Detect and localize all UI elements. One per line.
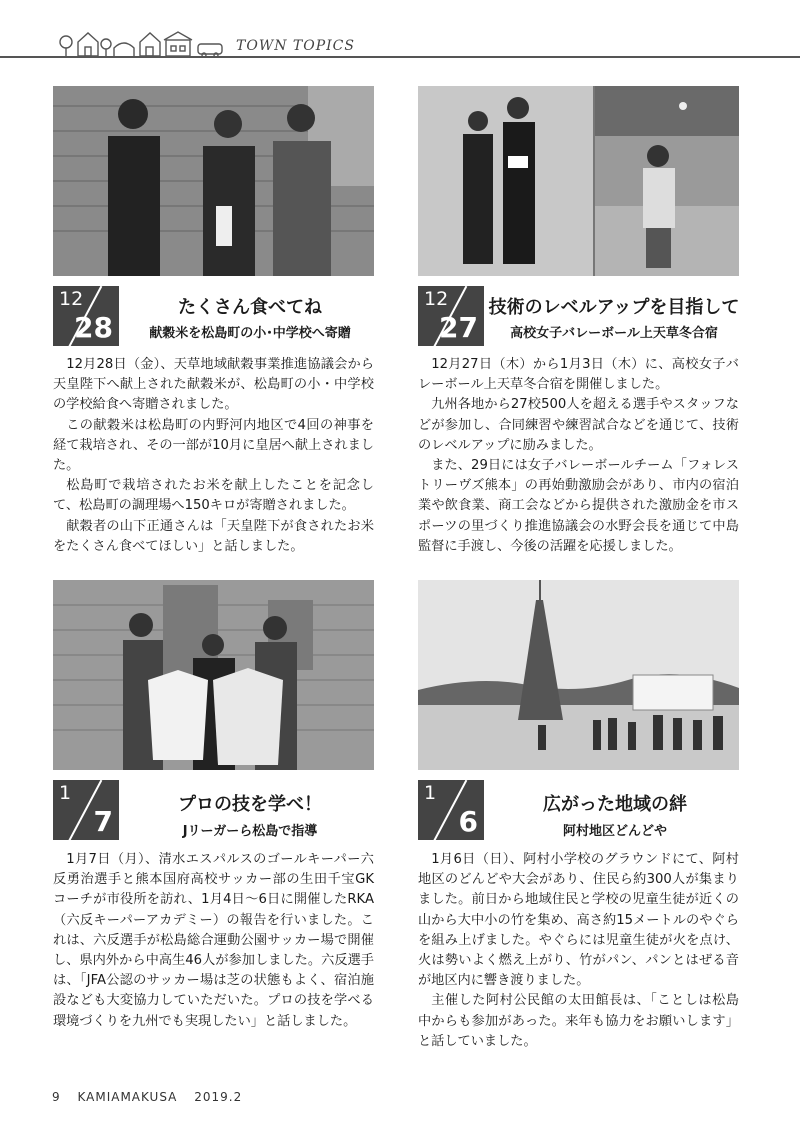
photo-rice-donation <box>53 86 374 276</box>
article-body: 12月27日（木）から1月3日（木）に、高校女子バレーボール上天草冬合宿を開催しました。 九州各地から27校500人を超える選手やスタッフなどが参加し、合同練習や練習試合などを通じて、技術のレベルアップに励みました。 また、29日には女子バレーボールチーム「フォレストリーヴズ熊本」の再始動激励会があり、市内の宿泊業や飲食業、商工会などから提供された激励金を市スポーツの里づくり推進協議会の水野会長を通じて中島監督に手渡し、今後の活躍を応援しました。 <box>418 357 739 554</box>
date-badge: 12 28 <box>53 286 119 346</box>
date-badge: 1 7 <box>53 780 119 840</box>
article-subtitle: Jリーガーら松島で指導 <box>182 824 318 839</box>
article-title: プロの技を学べ！ <box>178 794 322 815</box>
issue-date: 2019.2 <box>194 1090 243 1104</box>
photo-volleyball-camp <box>418 86 739 276</box>
town-skyline-icon <box>58 28 228 58</box>
date-badge: 1 6 <box>418 780 484 840</box>
article-title: 技術のレベルアップを目指して <box>488 297 740 318</box>
date-badge: 12 27 <box>418 286 484 346</box>
article-title: 広がった地域の絆 <box>543 794 687 815</box>
page-number: 9 <box>52 1090 61 1104</box>
photo-soccer-visit <box>53 580 374 770</box>
article-subtitle: 阿村地区どんどや <box>562 824 667 839</box>
article-subtitle: 献穀米を松島町の小･中学校へ寄贈 <box>149 326 351 341</box>
header-divider <box>0 56 800 58</box>
section-title: TOWN TOPICS <box>236 38 355 54</box>
article-body: 1月7日（月）、清水エスパルスのゴールキーパー六反勇治選手と熊本国府高校サッカー部の生田千宝GKコーチが市役所を訪れ、1月4日〜6日に開催したRKA（六反キーパーアカデミー）の報告を行いました。これは、六反選手が松島総合運動公園サッカー場で開催し、県内外から中高生46人が参加しました。六反選手は、「JFA公認のサッカー場は芝の状態もよく、宿泊施設なども大変協力していただいた。プロの技を学べる環境づくりを九州でも実現したい」と話しました。 <box>53 852 374 1029</box>
article-body: 1月6日（日）、阿村小学校のグラウンドにて、阿村地区のどんどや大会があり、住民ら約300人が集まりました。前日から地域住民と学校の児童生徒が近くの山から大中小の竹を集め、高さ約15メートルのやぐらを組み上げました。やぐらには児童生徒が火を点け、火は勢いよく燃え上がり、竹がパン、パンとはぜる音が地区内に響き渡りました。 主催した阿村公民館の太田館長は、「ことしは松島中からも参加があった。来年も協力をお願いします」と話していました。 <box>418 852 739 1049</box>
article-title: たくさん食べてね <box>178 297 322 318</box>
page-footer <box>52 1090 254 1104</box>
magazine-name: KAMIAMAKUSA <box>77 1090 178 1104</box>
article-subtitle: 高校女子バレーボール上天草冬合宿 <box>510 326 718 341</box>
article-body: 12月28日（金）、天草地域献穀事業推進協議会から天皇陛下へ献上された献穀米が、松島町の小・中学校の学校給食へ寄贈されました。 この献穀米は松島町の内野河内地区で4回の神事を経て栽培され、その一部が10月に皇居へ献上されました。 松島町で栽培されたお米を献上したことを記念して、松島町の調理場へ150キロが寄贈されました。 献穀者の山下正通さんは「天皇陛下が食されたお米をたくさん食べてほしい」と話しました。 <box>53 357 374 554</box>
photo-dondoya-festival <box>418 580 739 770</box>
